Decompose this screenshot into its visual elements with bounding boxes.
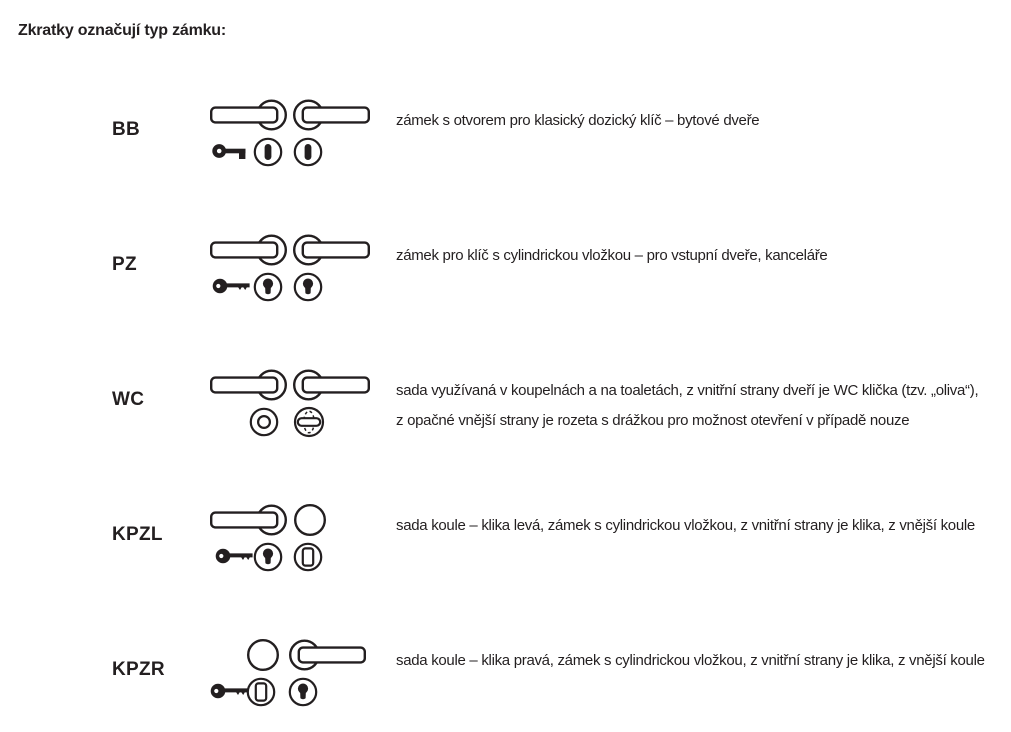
- handle-left-icon: [210, 98, 288, 132]
- lock-code-kpzr: KPZR: [112, 659, 165, 680]
- classic-key-icon: [212, 139, 252, 163]
- description-line: z opačné vnější strany je rozeta s drážkou pro možnost otevření v případě nouze: [396, 412, 910, 429]
- groove-rosette-icon: [249, 407, 279, 437]
- lock-icon-set-kpzr: [210, 638, 385, 713]
- lock-type-row-kpzl: [0, 503, 1011, 578]
- lock-code-wc: WC: [112, 389, 145, 410]
- pz-keyhole-rosette-icon: [253, 272, 283, 302]
- lock-code-kpzl: KPZL: [112, 524, 163, 545]
- pz-keyhole-rosette-icon: [253, 542, 283, 572]
- lock-icon-set-pz: [210, 233, 385, 308]
- cylinder-key-icon: [215, 545, 255, 567]
- page-title: Zkratky označují typ zámku:: [18, 22, 226, 39]
- lock-icon-set-kpzl: [210, 503, 385, 578]
- lock-description-bb: [396, 106, 759, 136]
- description-line: zámek pro klíč s cylindrickou vložkou – pro vstupní dveře, kanceláře: [396, 247, 828, 264]
- lock-type-row-kpzr: [0, 638, 1011, 713]
- lock-icon-set-bb: [210, 98, 385, 173]
- lock-description-kpzl: [396, 511, 975, 541]
- lock-type-row-wc: [0, 368, 1011, 443]
- handle-right-icon: [292, 368, 370, 402]
- lock-description-wc: [396, 376, 978, 436]
- handle-left-icon: [210, 503, 288, 537]
- pz-keyhole-rosette-icon: [288, 677, 318, 707]
- knob-icon: [293, 503, 327, 537]
- blind-rosette-icon: [246, 677, 276, 707]
- blind-rosette-icon: [293, 542, 323, 572]
- description-line: sada koule – klika levá, zámek s cylindrickou vložkou, z vnitřní strany je klika, z vnější koule: [396, 517, 975, 534]
- lock-icon-set-wc: [210, 368, 385, 443]
- lock-type-row-bb: [0, 98, 1011, 173]
- lock-description-pz: [396, 241, 827, 271]
- pz-keyhole-rosette-icon: [293, 272, 323, 302]
- knob-icon: [246, 638, 280, 672]
- description-line: sada koule – klika pravá, zámek s cylindrickou vložkou, z vnitřní strany je klika, z vnější koule: [396, 652, 985, 669]
- bb-keyhole-rosette-icon: [293, 137, 323, 167]
- description-line: sada využívaná v koupelnách a na toaletách, z vnitřní strany dveří je WC klička (tzv. „oliva“),: [396, 382, 979, 399]
- bb-keyhole-rosette-icon: [253, 137, 283, 167]
- lock-code-bb: BB: [112, 119, 141, 140]
- handle-right-icon: [288, 638, 366, 672]
- handle-right-icon: [292, 233, 370, 267]
- lock-description-kpzr: [396, 646, 985, 676]
- handle-left-icon: [210, 368, 288, 402]
- wc-thumbturn-rosette-icon: [293, 406, 325, 438]
- lock-code-pz: PZ: [112, 254, 137, 275]
- cylinder-key-icon: [212, 275, 252, 297]
- handle-right-icon: [292, 98, 370, 132]
- handle-left-icon: [210, 233, 288, 267]
- cylinder-key-icon: [210, 680, 250, 702]
- description-line: zámek s otvorem pro klasický dozický klíč – bytové dveře: [396, 112, 760, 129]
- lock-type-row-pz: [0, 233, 1011, 308]
